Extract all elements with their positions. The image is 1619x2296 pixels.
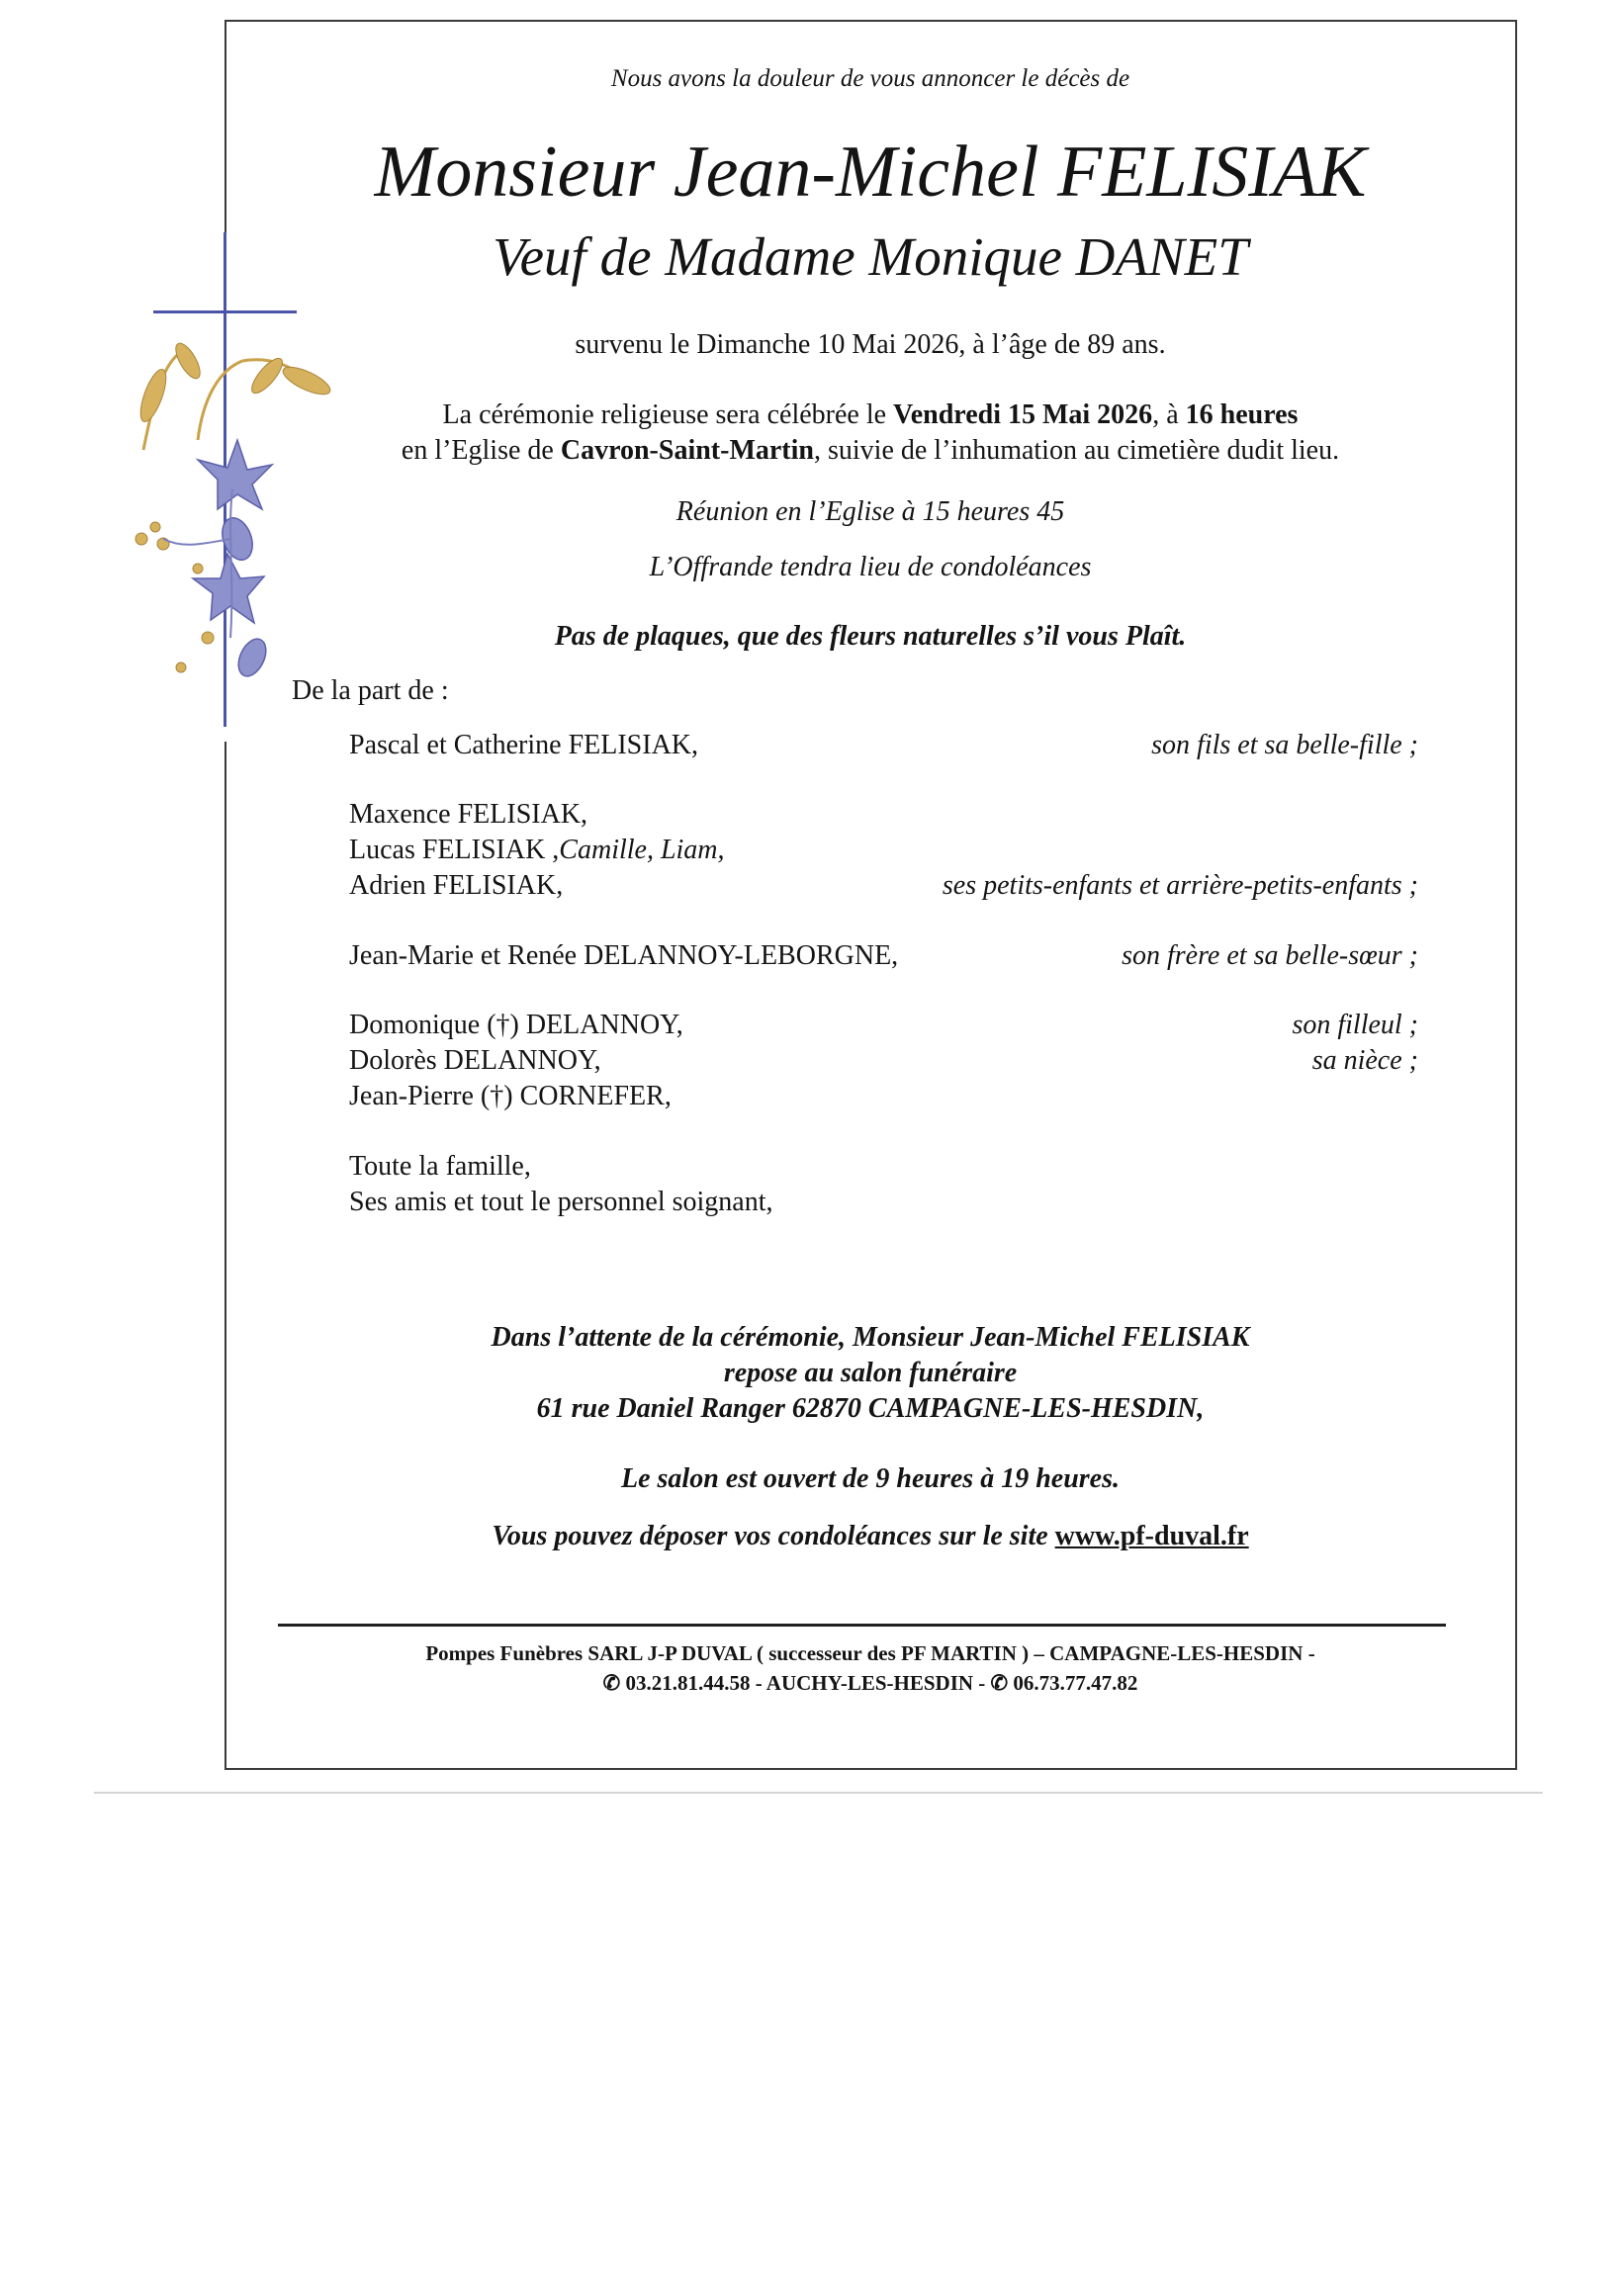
intro-line: Nous avons la douleur de vous annoncer le décès de (610, 65, 1130, 92)
salon-line-2: repose au salon funéraire (723, 1358, 1018, 1388)
ceremony-text: , à (1152, 399, 1186, 430)
spouse-line: Veuf de Madame Monique DANET (493, 226, 1248, 287)
page-shadow-line (94, 1792, 1543, 1794)
death-line: survenu le Dimanche 10 Mai 2026, à l’âge de 89 ans. (575, 329, 1166, 360)
family-relation: sa nièce ; (1311, 1045, 1418, 1076)
family-name: Jean-Pierre (†) CORNEFER, (349, 1081, 672, 1111)
website-link[interactable]: www.pf-duval.fr (1054, 1521, 1249, 1551)
family-relation: son frère et sa belle-sœur ; (1122, 940, 1418, 971)
ceremony-date: Vendredi 15 Mai 2026 (893, 399, 1153, 430)
family-name: Adrien FELISIAK, (349, 870, 564, 901)
ceremony-line-2 (198, 435, 1543, 467)
family-name: Maxence FELISIAK, (349, 799, 588, 830)
family-children: Camille, Liam, (559, 835, 725, 865)
salon-hours: Le salon est ouvert de 9 heures à 19 heures. (621, 1463, 1120, 1494)
condolences-line (198, 1521, 1543, 1552)
family-name: Pascal et Catherine FELISIAK, (349, 730, 699, 760)
family-name: Domonique (†) DELANNOY, (349, 1010, 683, 1040)
salon-line-1: Dans l’attente de la cérémonie, Monsieur Jean-Michel FELISIAK (491, 1322, 1250, 1353)
ceremony-text: La cérémonie religieuse sera célébrée le (442, 399, 894, 430)
cross-bar (153, 310, 297, 313)
offrande-line: L’Offrande tendra lieu de condoléances (649, 552, 1092, 582)
family-relation: ses petits-enfants et arrière-petits-enfants ; (942, 870, 1418, 901)
family-name: Lucas FELISIAK , (349, 835, 560, 865)
ceremony-text: , suivie de l’inhumation au cimetière dudit lieu. (814, 435, 1340, 466)
ceremony-place: Cavron-Saint-Martin (560, 435, 814, 466)
family-relation: son fils et sa belle-fille ; (1151, 730, 1418, 760)
ceremony-time: 16 heures (1185, 399, 1299, 430)
family-name-line (349, 835, 725, 866)
reunion-line: Réunion en l’Eglise à 15 heures 45 (675, 496, 1065, 527)
flowers-line: Pas de plaques, que des fleurs naturelles s’il vous Plaît. (554, 621, 1187, 652)
footer-line-2: ✆ 03.21.81.44.58 - AUCHY-LES-HESDIN - ✆ 06.73.77.47.82 (602, 1671, 1138, 1695)
family-relation: son filleul ; (1292, 1010, 1418, 1040)
family-name: Jean-Marie et Renée DELANNOY-LEBORGNE, (349, 940, 899, 971)
family-name: Dolorès DELANNOY, (349, 1045, 601, 1076)
ceremony-line-1 (198, 399, 1543, 431)
footer-line-1: Pompes Funèbres SARL J-P DUVAL ( successeur des PF MARTIN ) – CAMPAGNE-LES-HESDIN - (425, 1641, 1315, 1665)
family-label: De la part de : (292, 675, 449, 706)
family-name: Ses amis et tout le personnel soignant, (349, 1187, 773, 1217)
family-name: Toute la famille, (349, 1151, 531, 1182)
footer-rule (278, 1624, 1446, 1627)
salon-address: 61 rue Daniel Ranger 62870 CAMPAGNE-LES-HESDIN, (536, 1393, 1205, 1424)
deceased-name: Monsieur Jean-Michel FELISIAK (374, 132, 1367, 213)
ceremony-text: en l’Eglise de (401, 435, 561, 466)
condolences-text: Vous pouvez déposer vos condoléances sur le site (492, 1521, 1055, 1551)
